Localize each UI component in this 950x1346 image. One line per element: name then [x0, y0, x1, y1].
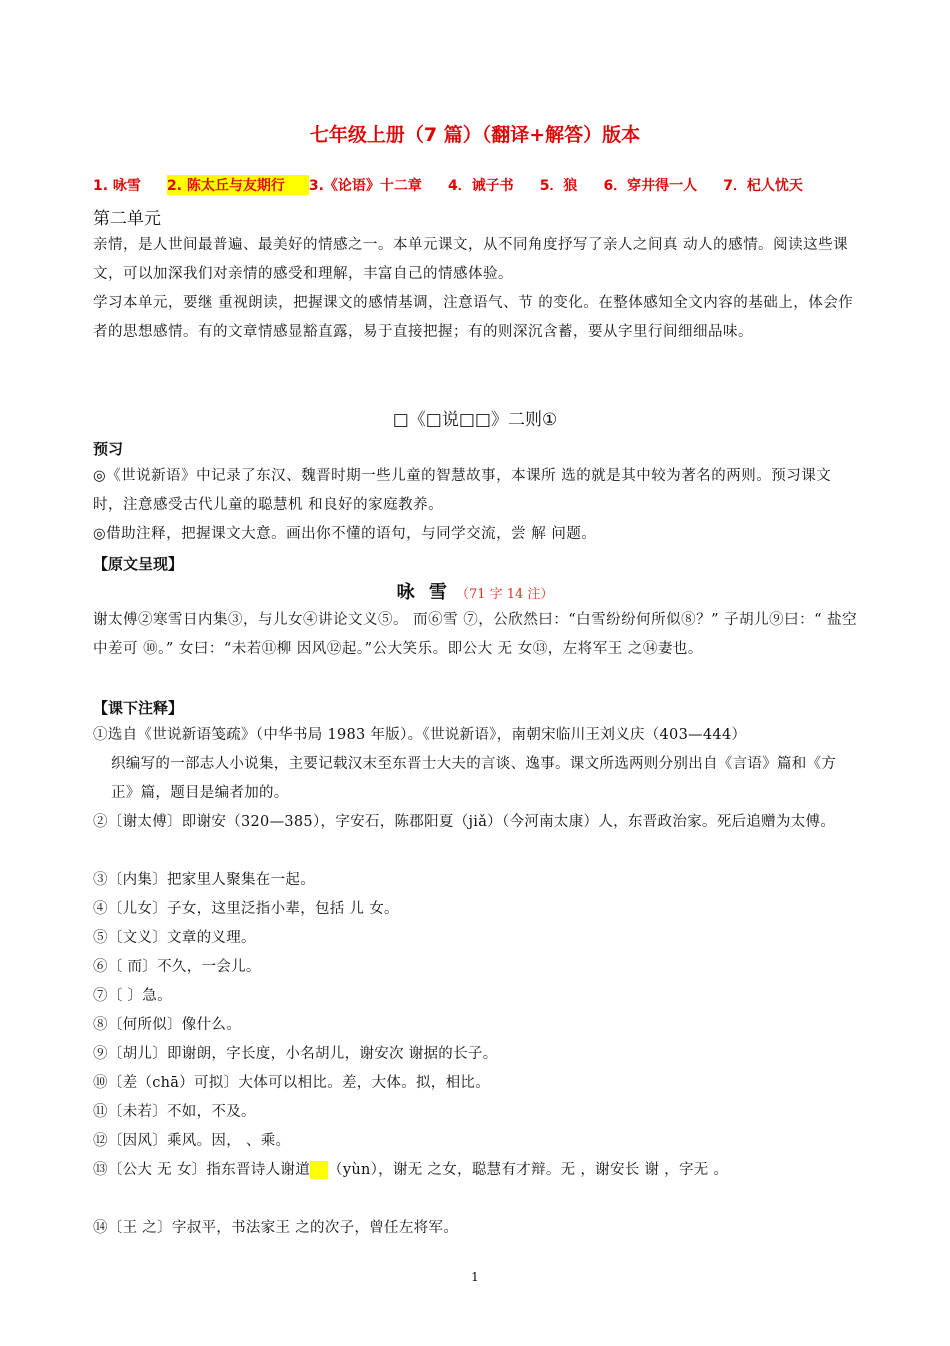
note-item: ⑨〔胡儿〕即谢朗，字长度，小名胡儿，谢安次 谢据的长子。: [93, 1046, 498, 1062]
unit-heading: 第二单元: [93, 209, 161, 229]
note-item: ⑭〔王 之〕字叔平，书法家王 之的次子，曾任左将军。: [93, 1220, 459, 1236]
poem-title: 咏 雪: [396, 582, 451, 603]
note-item: ⑦〔 〕急。: [93, 988, 172, 1004]
note-item: ⑧〔何所似〕像什么。: [93, 1017, 241, 1033]
preview-paragraph-2: ◎借助注释，把握课文大意。画出你不懂的语句，与同学交流，尝 解 问题。: [93, 526, 597, 542]
note-13-end: （yùn），谢无 之女，聪慧有才辩。无 ，谢安长 谢 ，字无 。: [328, 1162, 729, 1178]
unit-intro-paragraph-2: 学习本单元，要继 重视朗读，把握课文的感情基调，注意语气、节 的变化。在整体感知全文内容的基础上，体会作者的思想感情。有的文章情感显豁直露，易于直接把握；有的则深沉含蓄，要从字里行间细细品味。: [93, 295, 854, 340]
note-item: ①选自《世说新语笺疏》（中华书局 1983 年版）。《世说新语》，南朝宋临川王刘义庆（403—444）: [93, 727, 747, 743]
nav-item-7[interactable]: 7．杞人忧天: [723, 178, 803, 194]
poem-char-count: （71 字 14 注）: [455, 587, 554, 602]
original-text-heading: 【原文呈现】: [93, 555, 184, 573]
note-item: ④〔儿女〕子女，这里泛指小辈，包括 儿 女。: [93, 901, 399, 917]
note-item: ⑤〔文义〕文章的义理。: [93, 930, 256, 946]
nav-item-6[interactable]: 6．穿井得一人: [603, 178, 698, 194]
notes-heading: 【课下注释】: [93, 699, 184, 717]
lesson-title: □《□说□□》二则①: [392, 410, 558, 430]
poem-title-row: [0, 578, 950, 604]
nav-item-1[interactable]: 1. 咏雪: [93, 178, 141, 194]
unit-intro-paragraph-1: 亲情，是人世间最普遍、最美好的情感之一。本单元课文，从不同角度抒写了亲人之间真 动人的感情。阅读这些课文，可以加深我们对亲情的感受和理解，丰富自己的情感体验。: [93, 237, 849, 282]
nav-item-2[interactable]: 2. 陈太丘与友期行: [167, 175, 309, 195]
page-number: 1: [471, 1270, 479, 1284]
note-item: 织编写的一部志人小说集，主要记载汉末至东晋士大夫的言谈、逸事。课文所选两则分别出自《言语》篇和《方正》篇，题目是编者加的。: [111, 756, 837, 801]
nav-item-5[interactable]: 5．狼: [539, 178, 578, 194]
note-item-13: [93, 1156, 858, 1185]
note-13-start: ⑬〔公大 无 女〕指东晋诗人谢道: [93, 1162, 311, 1178]
poem-text: 谢太傅②寒雪日内集③，与儿女④讲论文义⑤。 而⑥雪 ⑦，公欣然曰：“白雪纷纷何所似⑧？” 子胡儿⑨曰：“ 盐空中差可 ⑩。” 女曰：“未若⑪柳 因风⑫起。”公大笑乐。即公大 无 女⑬，左将军王 之⑭妻也。: [93, 612, 858, 657]
nav-item-4[interactable]: 4．诫子书: [447, 178, 514, 194]
document-title: 七年级上册（7 篇）（翻译+解答）版本: [309, 124, 641, 146]
note-item: ②〔谢太傅〕即谢安（320—385），字安石，陈郡阳夏（jiǎ）（今河南太康）人，东晋政治家。死后追赠为太傅。: [93, 814, 836, 830]
note-item: ⑫〔因风〕乘风。因， 、乘。: [93, 1133, 291, 1149]
preview-paragraph-1: ◎《世说新语》中记录了东汉、魏晋时期一些儿童的智慧故事，本课所 选的就是其中较为著名的两则。预习课文时，注意感受古代儿童的聪慧机 和良好的家庭教养。: [93, 468, 832, 513]
note-item: ⑪〔未若〕不如，不及。: [93, 1104, 256, 1120]
highlight-mark: [310, 1161, 328, 1179]
preview-heading: 预习: [93, 440, 124, 458]
note-item: ⑩〔差（chā）可拟〕大体可以相比。差，大体。拟，相比。: [93, 1075, 491, 1091]
note-item: ③〔内集〕把家里人聚集在一起。: [93, 872, 315, 888]
nav-item-3[interactable]: 3.《论语》十二章: [308, 178, 422, 194]
note-item: ⑥〔 而〕不久，一会儿。: [93, 959, 261, 975]
lesson-nav: [93, 175, 829, 195]
